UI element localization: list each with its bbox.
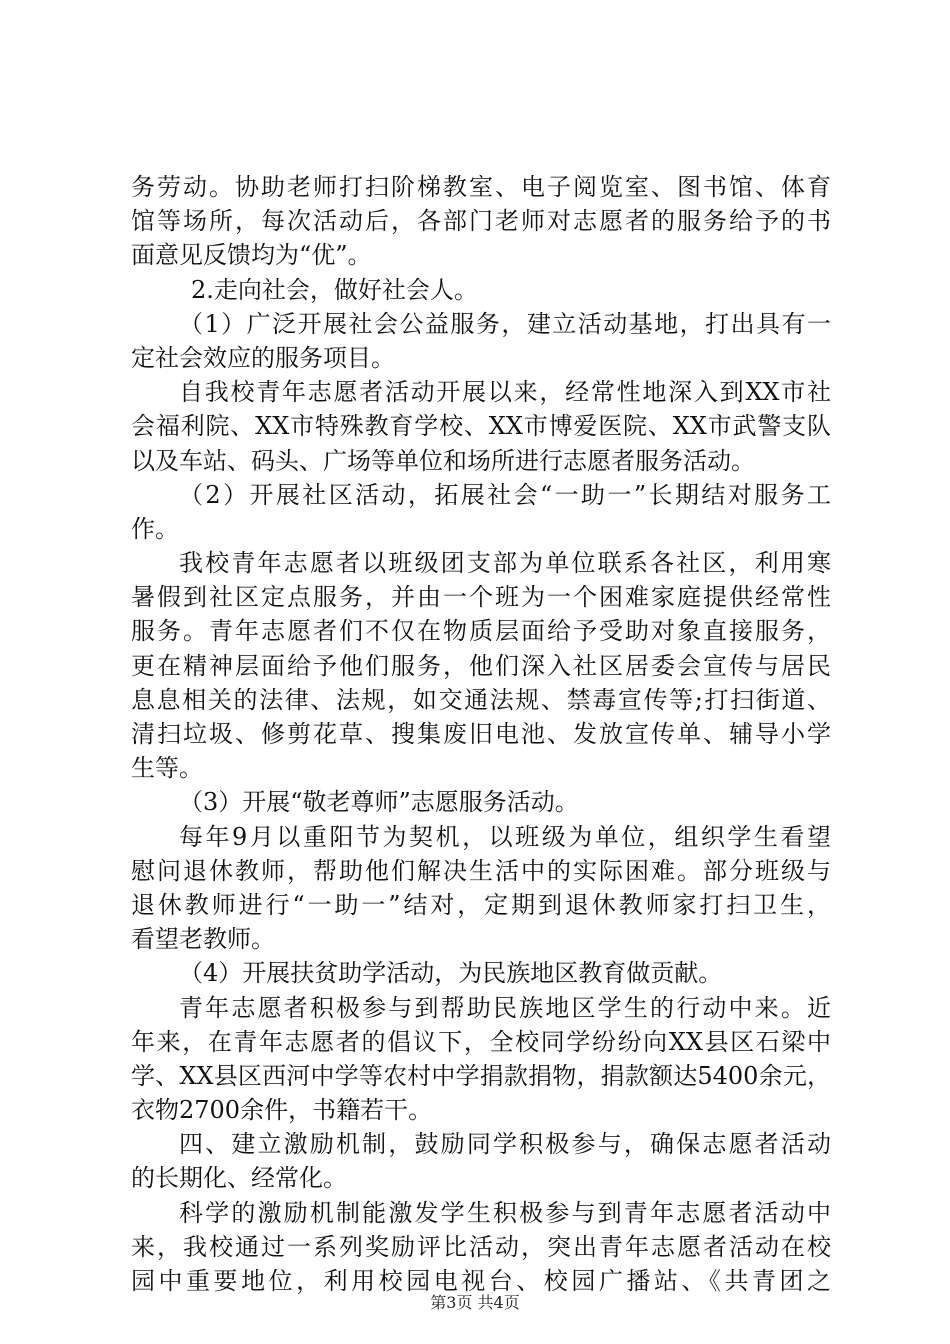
text-line: 衣物2700余件，书籍若干。	[131, 1096, 433, 1125]
text-line: 定社会效应的服务项目。	[131, 343, 395, 372]
text-line: 馆等场所，每次活动后，各部门老师对志愿者的服务给予的书	[131, 207, 831, 236]
text-line: 清扫垃圾、修剪花草、搜集废旧电池、发放宣传单、辅导小学	[131, 720, 831, 748]
subsection-heading: （2）开展社区活动，拓展社会“一助一”长期结对服务工	[179, 480, 831, 509]
text-line: 暑假到社区定点服务，并由一个班为一个困难家庭提供经常性	[131, 583, 831, 612]
text-line: 更在精神层面给予他们服务，他们深入社区居委会宣传与居民	[131, 651, 831, 680]
section-heading: 四、建立激励机制，鼓励同学积极参与，确保志愿者活动	[179, 1130, 831, 1159]
text-line: 来，我校通过一系列奖励评比活动，突出青年志愿者活动在校	[131, 1232, 831, 1261]
text-line: 的长期化、经常化。	[131, 1164, 347, 1193]
subsection-heading: （4）开展扶贫助学活动，为民族地区教育做贡献。	[179, 959, 723, 988]
text-line: 以及车站、码头、广场等单位和场所进行志愿者服务活动。	[131, 446, 755, 475]
text-line: 年来，在青年志愿者的倡议下，全校同学纷纷向XX县区石梁中	[131, 1027, 831, 1056]
paragraph-start: 每年9月以重阳节为契机，以班级为单位，组织学生看望	[179, 822, 831, 851]
text-line: 看望老教师。	[131, 925, 275, 954]
text-line: 务劳动。协助老师打扫阶梯教室、电子阅览室、图书馆、体育	[131, 173, 831, 201]
text-line: 服务。青年志愿者们不仅在物质层面给予受助对象直接服务，	[131, 617, 831, 646]
text-line: 退休教师进行“一助一”结对，定期到退休教师家打扫卫生，	[131, 890, 831, 919]
text-line: 生等。	[131, 754, 203, 783]
subsection-heading: （1）广泛开展社会公益服务，建立活动基地，打出具有一	[179, 309, 831, 338]
text-line: 会福利院、XX市特殊教育学校、XX市博爱医院、XX市武警支队	[131, 412, 831, 441]
page-number-footer: 第3页 共4页	[430, 1293, 520, 1312]
subsection-heading: （3）开展“敬老尊师”志愿服务活动。	[179, 788, 579, 817]
text-line: 作。	[131, 514, 179, 543]
text-line: 息息相关的法律、法规，如交通法规、禁毒宣传等;打扫街道、	[131, 685, 831, 714]
section-heading: 2.走向社会，做好社会人。	[191, 275, 478, 304]
text-line: 慰问退休教师，帮助他们解决生活中的实际困难。部分班级与	[131, 856, 831, 885]
text-line: 学、XX县区西河中学等农村中学捐款捐物，捐款额达5400余元，	[131, 1061, 831, 1090]
text-line: 面意见反馈均为“优”。	[131, 241, 372, 270]
paragraph-start: 青年志愿者积极参与到帮助民族地区学生的行动中来。近	[179, 993, 831, 1022]
body-text	[131, 170, 831, 1298]
paragraph-start: 我校青年志愿者以班级团支部为单位联系各社区，利用寒	[179, 549, 831, 578]
paragraph-start: 自我校青年志愿者活动开展以来，经常性地深入到XX市社	[179, 378, 831, 407]
text-line: 园中重要地位，利用校园电视台、校园广播站、《共青团之	[131, 1267, 831, 1295]
paragraph-start: 科学的激励机制能激发学生积极参与到青年志愿者活动中	[179, 1198, 831, 1227]
